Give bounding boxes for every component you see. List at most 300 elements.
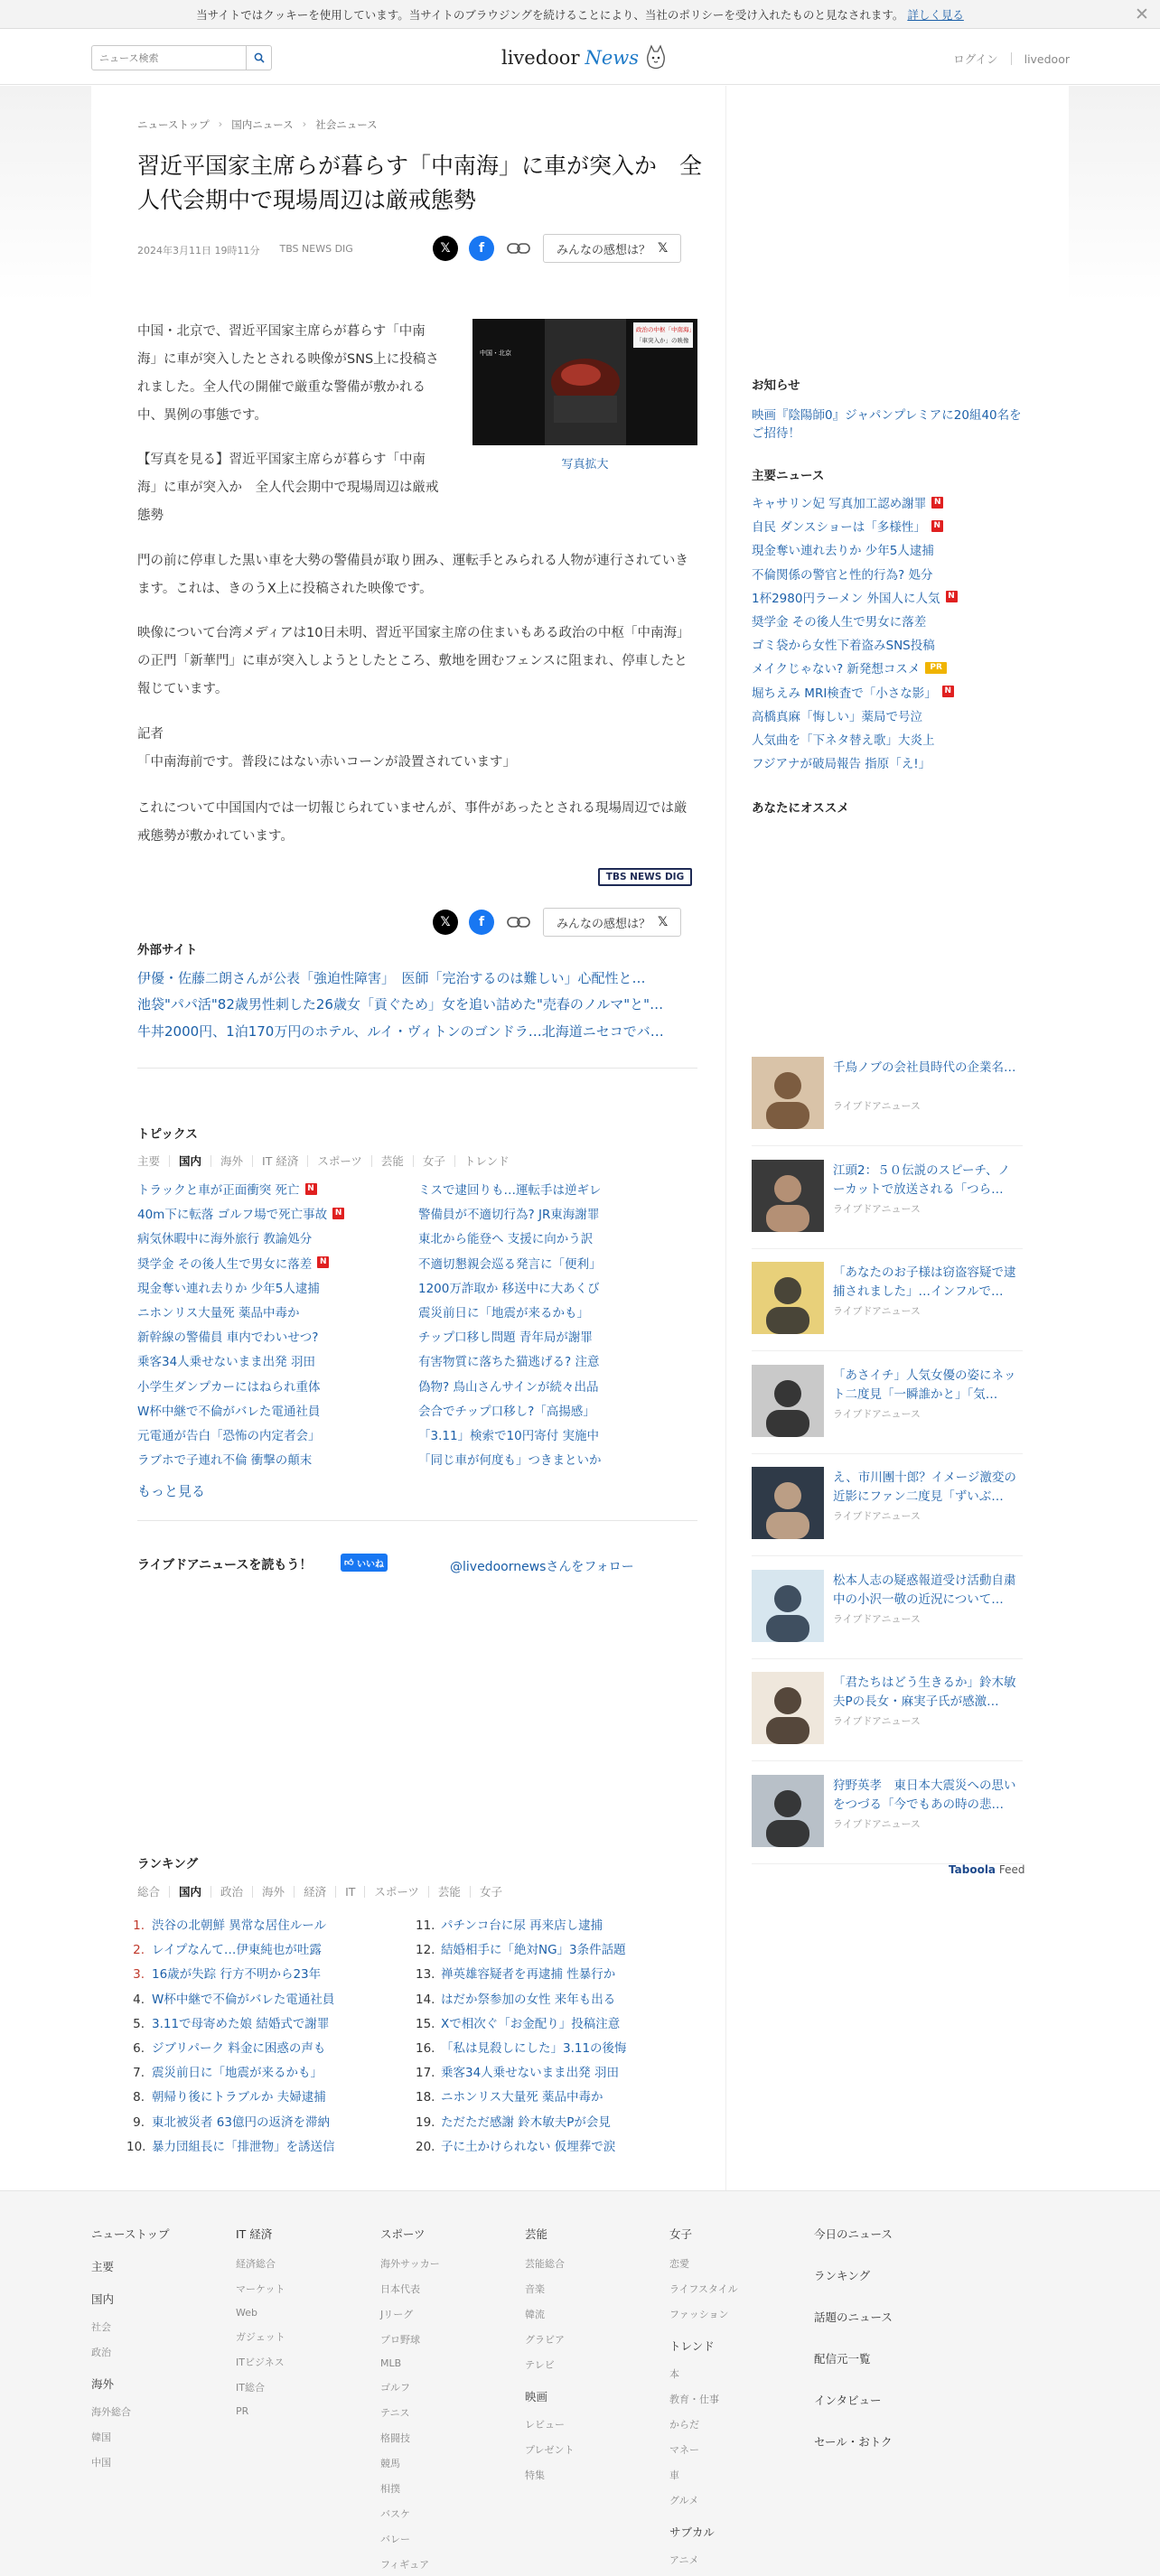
- main-news-heading: 主要ニュース: [752, 469, 825, 483]
- card-divider: [752, 1453, 1023, 1454]
- footer-link[interactable]: 経済総合: [236, 2258, 276, 2270]
- footer-link[interactable]: 芸能総合: [525, 2258, 565, 2270]
- main-news-item[interactable]: [752, 658, 947, 677]
- ranking-item[interactable]: [416, 2062, 619, 2080]
- footer-link[interactable]: レビュー: [525, 2419, 565, 2431]
- footer-heading[interactable]: インタビュー: [814, 2394, 882, 2407]
- footer-link[interactable]: 恋愛: [669, 2258, 689, 2270]
- topic-item[interactable]: [137, 1302, 300, 1321]
- header-links: [953, 51, 1070, 67]
- footer-link[interactable]: 政治: [91, 2347, 111, 2358]
- tbs-news-dig-logo: TBS NEWS DIG: [598, 868, 692, 886]
- rank-number: 5.: [133, 2016, 145, 2031]
- rank-number: 3.: [133, 1967, 145, 1983]
- footer-link[interactable]: Web: [236, 2307, 257, 2319]
- ranking-item[interactable]: [416, 1989, 615, 2007]
- cookie-message: 当サイトではクッキーを使用しています。当サイトのブラウジングを続けることにより、当社のポリシーを受け入れたものと見なされます。: [196, 7, 904, 22]
- topic-item[interactable]: [137, 1204, 344, 1222]
- topic-item[interactable]: チップ口移し問題 青年局が謝罪: [418, 1330, 593, 1346]
- tab-entertainment[interactable]: 芸能: [371, 1155, 413, 1167]
- topic-text: 40m下に転落 ゴルフ場で死亡事故: [137, 1208, 328, 1223]
- livedoor-link[interactable]: livedoor: [1024, 51, 1070, 66]
- main-news-text: 1杯2980円ラーメン 外国人に人気: [752, 591, 940, 606]
- footer-link[interactable]: 韓国: [91, 2431, 111, 2443]
- footer-link[interactable]: バスケ: [380, 2508, 410, 2520]
- footer-link[interactable]: グラビア: [525, 2334, 565, 2346]
- breadcrumb-item[interactable]: 社会ニュース: [315, 118, 378, 131]
- rank-number: 8.: [133, 2090, 145, 2105]
- new-badge: N: [305, 1183, 317, 1195]
- footer-heading[interactable]: ランキング: [814, 2269, 871, 2282]
- rank-number: 10.: [126, 2139, 146, 2154]
- feel-button[interactable]: [543, 908, 681, 937]
- card-title: 松本人志の疑惑報道受け活動自粛中の小沢一敬の近況について…: [833, 1573, 1016, 1607]
- footer-link[interactable]: マーケット: [236, 2283, 285, 2295]
- chevron-right-icon: ›: [218, 117, 223, 130]
- ranking-item[interactable]: [126, 1939, 322, 1957]
- facebook-share-icon[interactable]: f: [469, 910, 494, 935]
- new-badge: N: [332, 1208, 344, 1219]
- topic-item[interactable]: ミスで逮回りも…運転手は逆ギレ: [418, 1183, 602, 1198]
- topic-text: 乗客34人乗せないまま出発 羽田: [137, 1355, 315, 1370]
- topic-text: 現金奪い連れ去りか 少年5人逮捕: [137, 1281, 320, 1296]
- ranking-item[interactable]: [416, 1964, 615, 1982]
- card-divider: [752, 1555, 1023, 1556]
- feel-button-label: みんなの感想は？: [557, 243, 651, 257]
- x-share-icon[interactable]: 𝕏: [433, 910, 458, 935]
- card-title: 「あなたのお子様は窃盗容疑で逮捕されました」…インフルで…: [833, 1265, 1016, 1299]
- photo-overlay-caption1: 政治の中枢「中南海」: [636, 326, 695, 333]
- tab-domestic[interactable]: 国内: [169, 1886, 210, 1898]
- ranking-item[interactable]: [416, 2136, 615, 2154]
- external-heading: 外部サイト: [137, 943, 198, 957]
- footer-link[interactable]: 海外総合: [91, 2406, 131, 2418]
- rank-number: 19.: [416, 2114, 435, 2130]
- search-input[interactable]: [92, 46, 240, 70]
- rank-number: 20.: [416, 2139, 435, 2154]
- footer-group-heading[interactable]: サブカル: [669, 2525, 715, 2539]
- topic-text: 元電通が告白「恐怖の内定者会」: [137, 1429, 321, 1443]
- tab-world[interactable]: 海外: [210, 1155, 252, 1167]
- breadcrumb: [137, 117, 378, 132]
- card-title: 江頭2：５０伝説のスピーチ、ノーカットで放送される「つら…: [833, 1162, 1011, 1197]
- ranking-item[interactable]: [126, 1964, 321, 1982]
- tab-it[interactable]: IT: [335, 1886, 364, 1898]
- tab-economy[interactable]: 経済: [294, 1886, 335, 1898]
- paragraph: 門の前に停車した黒い車を大勢の警備員が取り囲み、運転手とみられる人物が連行されていきます。これは、きのうX上に投稿された映像です。: [137, 554, 688, 596]
- main-news-item[interactable]: [752, 565, 932, 583]
- topic-item[interactable]: [137, 1377, 321, 1395]
- x-icon: 𝕏: [658, 241, 669, 256]
- card-title: え、市川團十郎？イメージ激変の近影にファン二度見「ずいぶ…: [833, 1470, 1016, 1504]
- topic-text: 小学生ダンプカーにはねられ重体: [137, 1379, 321, 1395]
- topic-text: ニホンリス大量死 薬品中毒か: [137, 1306, 300, 1321]
- main-news-item[interactable]: [752, 611, 926, 630]
- photo-link-paragraph[interactable]: 【写真を見る】習近平国家主席らが暮らす「中南海」に車が突入か 全人代会期中で現場周辺は厳戒態勢: [137, 453, 439, 523]
- link-copy-icon[interactable]: [505, 236, 532, 261]
- main-news-text: 高橋真麻「悔しい」薬局で号泣: [752, 709, 922, 724]
- new-badge: N: [931, 520, 943, 532]
- footer-column: [814, 2226, 893, 2475]
- footer-link[interactable]: テニス: [380, 2407, 410, 2419]
- share-bar-top: [433, 234, 681, 263]
- topic-item[interactable]: 偽物? 鳥山さんサインが続々出品: [418, 1379, 599, 1395]
- mascot-icon: [644, 44, 668, 71]
- tab-women[interactable]: 女子: [470, 1886, 511, 1898]
- footer-link[interactable]: 日本代表: [380, 2283, 420, 2295]
- search-box: [91, 45, 272, 70]
- main-news-text: 堀ちえみ MRI検査で「小さな影」: [752, 686, 937, 701]
- x-icon: 𝕏: [658, 915, 669, 929]
- tab-sports[interactable]: スポーツ: [307, 1155, 371, 1167]
- footer-group-heading[interactable]: 映画: [525, 2390, 548, 2403]
- footer-group-heading[interactable]: 海外: [91, 2377, 115, 2391]
- rank-text: 暴力団組長に「排泄物」を誘送信: [152, 2139, 335, 2154]
- rank-number: 1.: [133, 1918, 145, 1933]
- topic-item[interactable]: [137, 1401, 320, 1419]
- main-news-text: 自民 ダンスショーは「多様性」: [752, 520, 926, 536]
- recommend-card[interactable]: [752, 1672, 1023, 1753]
- footer-heading[interactable]: ニューストップ: [91, 2227, 170, 2241]
- rank-number: 7.: [133, 2066, 145, 2081]
- photo-overlay-caption2: 「車突入か」の映像: [636, 337, 689, 344]
- rank-number: 16.: [416, 2041, 435, 2056]
- footer-link[interactable]: アニメ: [669, 2554, 699, 2566]
- divider: [137, 1520, 697, 1521]
- external-link[interactable]: 牛丼2000円、1泊170万円のホテル、ルイ・ヴィトンのゴンドラ…北海道ニセコでバ…: [137, 1023, 664, 1040]
- share-bar-bottom: [433, 908, 681, 937]
- card-thumbnail: [752, 1672, 824, 1744]
- main-news-item[interactable]: [752, 493, 943, 511]
- rank-text: 16歳が失踪 行方不明から23年: [152, 1967, 322, 1983]
- main-news-text: 不倫関係の警官と性的行為? 処分: [752, 567, 933, 583]
- footer-link[interactable]: 韓流: [525, 2309, 545, 2320]
- x-share-icon[interactable]: 𝕏: [433, 236, 458, 261]
- ranking-tabs: [137, 1886, 511, 1898]
- rank-number: 18.: [416, 2090, 435, 2105]
- recommend-card[interactable]: [752, 1057, 1023, 1138]
- tab-world[interactable]: 海外: [252, 1886, 294, 1898]
- facebook-share-icon[interactable]: f: [469, 236, 494, 261]
- site-footer: [0, 2190, 1160, 2576]
- rank-text: 禅英雄容疑者を再逮捕 性暴行か: [441, 1967, 616, 1983]
- ranking-item[interactable]: [416, 2013, 620, 2031]
- footer-link[interactable]: 中国: [91, 2457, 111, 2469]
- tab-domestic[interactable]: 国内: [169, 1155, 210, 1167]
- footer-link[interactable]: 本: [669, 2368, 679, 2380]
- topic-item[interactable]: 「同じ車が何度も」つきまといか: [418, 1453, 602, 1469]
- footer-link[interactable]: ガジェット: [236, 2331, 285, 2343]
- tab-politics[interactable]: 政治: [210, 1886, 252, 1898]
- topic-item[interactable]: [137, 1327, 318, 1345]
- external-link[interactable]: 伊優・佐藤二朗さんが公表「強迫性障害」 医師「完治するのは難しい」心配性と…: [137, 970, 646, 986]
- topic-item[interactable]: [137, 1228, 312, 1246]
- ranking-item[interactable]: [126, 2062, 323, 2080]
- footer-link[interactable]: フィギュア: [380, 2559, 430, 2571]
- footer-link[interactable]: 社会: [91, 2321, 111, 2333]
- topic-item[interactable]: 震災前日に「地震が来るかも」: [418, 1306, 589, 1321]
- cookie-banner: [0, 0, 1160, 29]
- topic-item[interactable]: 「3.11」検索で10円寄付 実施中: [418, 1429, 600, 1443]
- topic-item[interactable]: 不適切懇親会巡る発言に「便利」: [418, 1256, 602, 1272]
- taboola-logo: Taboola: [949, 1863, 996, 1876]
- card-source: ライブドアニュース: [833, 1817, 921, 1830]
- photo-enlarge-link[interactable]: 写真拡大: [561, 458, 609, 471]
- footer-heading[interactable]: IT 経済: [236, 2227, 273, 2241]
- topic-item[interactable]: [137, 1425, 321, 1443]
- footer-heading[interactable]: 女子: [669, 2227, 693, 2241]
- twitter-follow-link[interactable]: @livedoornewsさんをフォロー: [450, 1560, 634, 1574]
- main-news-item[interactable]: [752, 706, 922, 724]
- recommend-card[interactable]: [752, 1365, 1023, 1446]
- rank-text: 3.11で母寄めた娘 結婚式で謝罪: [152, 2016, 330, 2031]
- card-source: ライブドアニュース: [833, 1510, 921, 1522]
- topic-text: W杯中継で不倫がバレた電通社員: [137, 1404, 321, 1419]
- taboola-feed-label: Feed: [998, 1863, 1025, 1876]
- main-news-text: メイクじゃない? 新発想コスメ: [752, 662, 921, 677]
- main-news-text: 奨学金 その後人生で男女に落差: [752, 615, 927, 630]
- footer-column: [236, 2226, 285, 2428]
- footer-link[interactable]: 相撲: [380, 2483, 400, 2495]
- card-source: ライブドアニュース: [833, 1407, 921, 1420]
- card-thumbnail: [752, 1057, 824, 1129]
- main-news-text: ゴミ袋から女性下着盗みSNS投稿: [752, 639, 935, 654]
- article-title: 習近平国家主席らが暮らす「中南海」に車が突入か 全人代会期中で現場周辺は厳戒態勢: [137, 153, 703, 213]
- recommend-card[interactable]: [752, 1467, 1023, 1548]
- main-news-item[interactable]: [752, 588, 958, 606]
- card-thumbnail: [752, 1262, 824, 1334]
- topic-item[interactable]: 1200万詐取か 移送中に大あくび: [418, 1281, 600, 1296]
- footer-link[interactable]: グルメ: [669, 2495, 699, 2506]
- card-source: ライブドアニュース: [833, 1612, 921, 1625]
- topics-tabs: [137, 1155, 519, 1167]
- ranking-item[interactable]: [126, 2038, 325, 2056]
- ranking-item[interactable]: [126, 2013, 329, 2031]
- topic-item[interactable]: [137, 1450, 312, 1468]
- rank-number: 17.: [416, 2066, 435, 2081]
- cookie-details-link[interactable]: 詳しく見る: [907, 7, 964, 22]
- rank-number: 15.: [416, 2016, 435, 2031]
- tab-women[interactable]: 女子: [413, 1155, 454, 1167]
- footer-link[interactable]: ITビジネス: [236, 2357, 285, 2368]
- card-title: 狩野英孝 東日本大震災への思いをつづる「今でもあの時の悲…: [833, 1778, 1016, 1812]
- ranking-item[interactable]: [126, 1989, 334, 2007]
- article-photo[interactable]: [472, 319, 697, 445]
- search-icon[interactable]: [246, 46, 271, 70]
- login-link[interactable]: ログイン: [953, 52, 998, 66]
- notice-link[interactable]: 映画『陰陽師0』ジャパンプレミアに20組40名をご招待！: [752, 408, 1022, 441]
- tab-major[interactable]: 主要: [137, 1154, 161, 1168]
- rank-text: Xで相次ぐ「お金配り」投稿注意: [441, 2016, 621, 2031]
- recommend-heading: あなたにオススメ: [752, 801, 849, 816]
- topic-item[interactable]: 有害物質に落ちた猫逃げる? 注意: [418, 1355, 600, 1370]
- footer-link[interactable]: 競馬: [380, 2458, 400, 2469]
- recommend-card[interactable]: [752, 1262, 1023, 1343]
- chevron-right-icon: ›: [302, 117, 307, 130]
- more-link[interactable]: もっと見る: [137, 1483, 206, 1499]
- footer-link[interactable]: IT総合: [236, 2382, 265, 2394]
- ranking-item[interactable]: [416, 2112, 611, 2130]
- topic-item[interactable]: 警備員が不適切行為? JR東海謝罪: [418, 1208, 600, 1223]
- rank-text: 朝帰り後にトラブルか 夫婦逮捕: [152, 2090, 326, 2105]
- card-thumbnail: [752, 1467, 824, 1539]
- footer-heading[interactable]: 話題のニュース: [814, 2310, 893, 2324]
- footer-group-heading[interactable]: トレンド: [669, 2339, 715, 2353]
- footer-link[interactable]: ファッション: [669, 2309, 729, 2320]
- footer-link[interactable]: マネー: [669, 2444, 699, 2456]
- ranking-item[interactable]: [126, 2112, 330, 2130]
- footer-link[interactable]: PR: [236, 2405, 249, 2417]
- rank-number: 4.: [133, 1992, 145, 2007]
- rank-text: 乗客34人乗せないまま出発 羽田: [441, 2066, 619, 2081]
- rank-text: ただただ感謝 鈴木敏夫Pが会見: [441, 2114, 611, 2130]
- ranking-item[interactable]: [416, 2038, 627, 2056]
- rank-number: 11.: [416, 1918, 435, 1933]
- footer-column: [525, 2226, 575, 2493]
- footer-group-heading[interactable]: 国内: [91, 2292, 115, 2306]
- ranking-item[interactable]: [126, 2086, 326, 2105]
- recommend-card[interactable]: [752, 1160, 1023, 1241]
- follow-heading: ライブドアニュースを読もう！: [137, 1558, 313, 1573]
- notice-heading: お知らせ: [752, 378, 800, 393]
- footer-link[interactable]: ゴルフ: [380, 2382, 410, 2394]
- card-source: ライブドアニュース: [833, 1305, 921, 1317]
- facebook-like-button[interactable]: [341, 1554, 388, 1572]
- recommend-card[interactable]: [752, 1570, 1023, 1651]
- footer-link[interactable]: プレゼント: [525, 2444, 575, 2456]
- footer-link[interactable]: バレー: [380, 2534, 410, 2545]
- footer-heading[interactable]: 芸能: [525, 2227, 548, 2241]
- card-divider: [752, 1760, 1023, 1761]
- topic-item[interactable]: 東北から能登へ 支援に向かう訳: [418, 1232, 594, 1247]
- footer-column: [91, 2226, 170, 2480]
- card-divider: [752, 1658, 1023, 1659]
- photo-overlay-location: 中国・北京: [480, 350, 511, 357]
- close-icon[interactable]: ✕: [1135, 5, 1149, 24]
- main-news-text: キャサリン妃 写真加工認め謝罪: [752, 497, 927, 511]
- footer-link[interactable]: 海外サッカー: [380, 2258, 440, 2270]
- tab-entertainment[interactable]: 芸能: [428, 1886, 470, 1898]
- topic-text: 新幹線の警備員 車内でわいせつ?: [137, 1330, 319, 1346]
- main-news-item[interactable]: [752, 683, 954, 701]
- rank-number: 9.: [133, 2114, 145, 2130]
- footer-heading[interactable]: スポーツ: [380, 2227, 426, 2241]
- tab-it-economy[interactable]: IT 経済: [252, 1155, 307, 1167]
- topic-item[interactable]: [137, 1254, 329, 1272]
- footer-heading[interactable]: セール・おトク: [814, 2435, 893, 2449]
- footer-link[interactable]: Jリーグ: [380, 2309, 414, 2320]
- rank-text: 東北被災者 63億円の返済を滞納: [152, 2114, 330, 2130]
- topic-item[interactable]: [137, 1180, 317, 1198]
- paragraph: 映像について台湾メディアは10日未明、習近平国家主席の住まいもある政治の中枢「中南海」の正門「新華門」に車が突入しようとしたところ、敷地を囲むフェンスに阻まれ、停車したと報じています。: [137, 626, 690, 696]
- main-news-item[interactable]: [752, 730, 935, 748]
- link-copy-icon[interactable]: [505, 910, 532, 935]
- pr-badge: PR: [925, 662, 947, 674]
- footer-link[interactable]: 音楽: [525, 2283, 545, 2295]
- footer-link[interactable]: MLB: [380, 2357, 402, 2369]
- footer-link[interactable]: 格闘技: [380, 2432, 410, 2444]
- paragraph: これについて中国国内では一切報じられていませんが、事件があったとされる現場周辺では厳戒態勢が敷かれています。: [137, 801, 688, 844]
- main-news-text: 人気曲を「下ネタ替え歌」大炎上: [752, 733, 935, 748]
- tab-sports[interactable]: スポーツ: [364, 1886, 428, 1898]
- taboola-feed[interactable]: [949, 1863, 1025, 1876]
- topic-item[interactable]: [137, 1351, 315, 1369]
- topic-item[interactable]: 会合でチップ口移し?「高揚感」: [418, 1404, 595, 1419]
- topic-text: 病気休暇中に海外旅行 教諭処分: [137, 1232, 313, 1247]
- main-news-item[interactable]: [752, 635, 935, 653]
- ranking-item[interactable]: [126, 2136, 335, 2154]
- ranking-item[interactable]: [416, 2086, 603, 2105]
- footer-heading[interactable]: 配信元一覧: [814, 2352, 871, 2366]
- topic-item[interactable]: [137, 1278, 320, 1296]
- photo-image: [472, 319, 697, 445]
- card-thumbnail: [752, 1775, 824, 1847]
- footer-column: [669, 2226, 738, 2576]
- footer-link[interactable]: テレビ: [525, 2359, 555, 2371]
- site-header: [0, 29, 1160, 85]
- main-news-item[interactable]: [752, 540, 934, 558]
- card-source: ライブドアニュース: [833, 1100, 921, 1112]
- logo-news: News: [585, 47, 640, 69]
- topic-text: トラックと車が正面衝突 死亡: [137, 1183, 300, 1198]
- site-logo[interactable]: [501, 44, 668, 71]
- main-news-text: 現金奪い連れ去りか 少年5人逮捕: [752, 544, 934, 559]
- main-news-item[interactable]: [752, 753, 931, 771]
- rank-text: ジブリパーク 料金に困惑の声も: [152, 2041, 326, 2056]
- rank-text: 子に土かけられない 仮埋葬で涙: [441, 2139, 616, 2154]
- ranking-item[interactable]: [126, 1915, 326, 1933]
- main-news-item[interactable]: [752, 517, 943, 535]
- footer-link[interactable]: プロ野球: [380, 2334, 420, 2346]
- rank-text: レイプなんて…伊東純也が吐露: [152, 1943, 322, 1958]
- footer-link[interactable]: からだ: [669, 2419, 699, 2431]
- footer-column: [380, 2226, 440, 2576]
- card-divider: [752, 1350, 1023, 1351]
- card-title: 「あさイチ」人気女優の姿にネット二度見「一瞬誰かと」「気…: [833, 1367, 1016, 1402]
- rank-number: 12.: [416, 1943, 435, 1958]
- external-link[interactable]: 池袋"パパ活"82歳男性刺した26歳女「貢ぐため」女を追い詰めた"売春のノルマ"と"…: [137, 996, 664, 1013]
- rank-text: ニホンリス大量死 薬品中毒か: [441, 2090, 603, 2105]
- like-label: いいね: [356, 1559, 384, 1570]
- breadcrumb-item[interactable]: ニューストップ: [137, 118, 210, 131]
- feel-button-label: みんなの感想は？: [557, 917, 651, 931]
- new-badge: N: [931, 497, 943, 509]
- tab-trend[interactable]: トレンド: [454, 1155, 519, 1167]
- footer-heading[interactable]: 今日のニュース: [814, 2227, 893, 2241]
- ranking-item[interactable]: [416, 1939, 626, 1957]
- logo-livedoor: livedoor: [501, 47, 580, 69]
- footer-link[interactable]: 車: [669, 2469, 679, 2481]
- recommend-card[interactable]: [752, 1775, 1023, 1856]
- card-source: ライブドアニュース: [833, 1715, 921, 1727]
- card-thumbnail: [752, 1570, 824, 1642]
- footer-link[interactable]: 教育・仕事: [669, 2394, 719, 2405]
- breadcrumb-item[interactable]: 国内ニュース: [231, 118, 294, 131]
- footer-link[interactable]: ライフスタイル: [669, 2283, 738, 2295]
- card-thumbnail: [752, 1365, 824, 1437]
- article-source[interactable]: TBS NEWS DIG: [279, 243, 353, 255]
- ranking-item[interactable]: [416, 1915, 603, 1933]
- footer-link[interactable]: 特集: [525, 2469, 545, 2481]
- footer-group-heading[interactable]: 主要: [91, 2260, 115, 2273]
- paragraph: 中国・北京で、習近平国家主席らが暮らす「中南海」に車が突入したとされる映像がSNS上に投稿されました。全人代の開催で厳重な警備が敷かれる中、異例の事態です。: [137, 324, 439, 423]
- card-divider: [752, 1145, 1023, 1146]
- tab-overall[interactable]: 総合: [137, 1885, 161, 1899]
- card-thumbnail: [752, 1160, 824, 1232]
- card-title: 「君たちはどう生きるか」鈴木敏夫Pの長女・麻実子氏が感激…: [833, 1675, 1016, 1709]
- topic-text: 奨学金 その後人生で男女に落差: [137, 1256, 313, 1272]
- feel-button[interactable]: [543, 234, 681, 263]
